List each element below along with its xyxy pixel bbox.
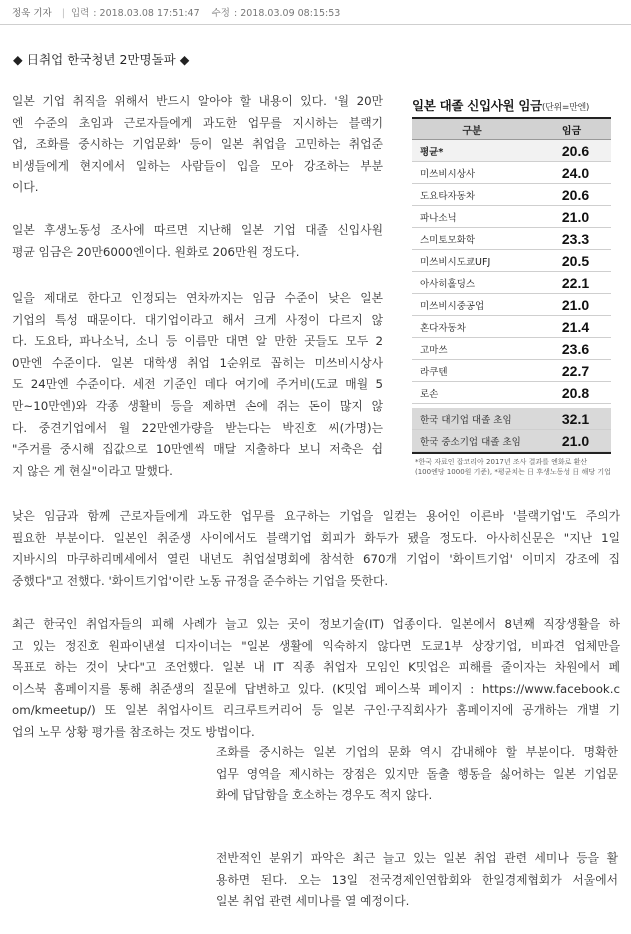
row-label: 한국 중소기업 대졸 초임 — [420, 436, 521, 448]
header-category: 구분 — [462, 125, 482, 137]
text-line: 이다. — [12, 180, 39, 195]
row-value: 32.1 — [561, 410, 590, 427]
text-line: 낮은 임금과 함께 근로자들에게 과도한 업무를 요구하는 기업을 일컫는 용어인 이른바 '블랙기업'도 주의가 — [12, 509, 620, 523]
paragraph-2 — [12, 220, 383, 263]
text-line: 업의 노무 상황 평가를 참조하는 것도 방법이다. — [12, 724, 255, 739]
table-title — [412, 96, 611, 114]
row-value: 22.7 — [561, 362, 590, 379]
table-row — [412, 360, 611, 382]
text-line: 목표로 하는 것이 낫다"고 조언했다. 일본 내 IT 직종 취업자 모임인 K밋업은 피해를 줄이자는 차원에서 페 — [12, 660, 620, 675]
paragraph-7 — [216, 848, 618, 913]
row-value: 22.1 — [561, 274, 590, 291]
text-line: 업무 영역을 제시하는 장점은 있지만 돌출 행동을 싫어하는 일본 기업문 — [216, 766, 618, 781]
paragraph-3 — [12, 288, 383, 482]
table-row — [412, 408, 611, 430]
salary-table — [412, 96, 611, 477]
row-label: 미쓰비시중공업 — [420, 300, 485, 312]
table-title-text: 일본 대졸 신입사원 임금 — [412, 98, 542, 113]
modified-label: 수정 — [211, 8, 230, 19]
korea-rows — [412, 408, 611, 454]
text-line: 기업의 특성 때문이다. 대기업이라고 해서 크게 사정이 다르지 않 — [12, 312, 383, 327]
row-label: 파나소닉 — [420, 212, 457, 224]
text-line: 전반적인 분위기 파악은 최근 늘고 있는 일본 취업 관련 세미나 등을 활 — [216, 851, 618, 865]
text-line: 업, 조화를 중시하는 기업문화' 등이 일본 취업을 고민하는 취업준 — [12, 137, 383, 152]
text-line: 일본 후생노동성 조사에 따르면 지난해 일본 기업 대졸 신입사원 — [12, 223, 383, 237]
text-line: 고 있는 정진호 원파이낸셜 디자이너는 "일본 생활에 익숙하지 않다면 도쿄1부 상장기업, 비파견 업체만을 — [12, 638, 620, 653]
text-line: 이스북 홈페이지를 통해 취준생의 질문에 답변하고 있다. (K밋업 페이스북 페이지 : https://www.facebook.c — [12, 681, 620, 696]
text-line: 평균 임금은 20만6000엔이다. 원화로 206만원 정도다. — [12, 244, 300, 259]
text-line: om/kmeetup/) 또 일본 취업사이트 리크루트커리어 등 일본 구인·구직회사가 홈페이지에 공개하는 개별 기 — [12, 703, 620, 718]
row-label: 미쓰비시도쿄UFJ — [420, 256, 491, 268]
modified-time: 2018.03.09 08:15:53 — [240, 8, 341, 19]
text-line: 중했다"고 전했다. '화이트기업'이란 노동 규정을 준수하는 기업을 뜻한다. — [12, 573, 389, 588]
input-time: 2018.03.08 17:51:47 — [99, 8, 200, 19]
table-grid — [412, 117, 611, 454]
paragraph-5 — [12, 614, 620, 744]
row-label: 라쿠텐 — [420, 366, 448, 378]
text-line: 지바시의 마쿠하리메세에서 열린 내년도 취업설명회에 참석한 670개 기업이 '화이트기업' 이미지 강조에 집 — [12, 552, 620, 567]
text-line: 만~10만엔)와 각종 생활비 등을 제하면 손에 쥐는 돈이 많지 않 — [12, 398, 383, 413]
text-line: 다. 도요타, 파나소닉, 소니 등 이름만 대면 알 만한 곳들도 모두 2 — [12, 334, 383, 349]
row-label: 스미토모화학 — [420, 234, 476, 246]
row-label: 혼다자동차 — [420, 322, 466, 334]
row-label: 아사히홀딩스 — [420, 278, 476, 290]
paragraph-6 — [216, 742, 618, 807]
row-value: 20.6 — [561, 186, 590, 203]
note-line: *한국 자료인 잡코리아 2017년 조사 결과를 엔화로 환산 — [415, 458, 588, 466]
text-line: 일본 기업 취직을 위해서 반드시 알아야 할 내용이 있다. '월 20만 — [12, 94, 383, 108]
row-value: 23.6 — [561, 340, 590, 357]
header-wage: 임금 — [561, 125, 582, 137]
text-line: 엔 수준의 초임과 근로자들에게 과도한 업무를 지시하는 블랙기 — [12, 115, 383, 130]
table-row — [412, 184, 611, 206]
reporter-name: 정욱 기자 — [12, 8, 52, 19]
section-heading: ◆ 日취업 한국청년 2만명돌파 ◆ — [13, 52, 190, 67]
table-row — [412, 206, 611, 228]
text-line: 0만엔 수준이다. 일본 대학생 취업 1순위로 꼽히는 미쓰비시상사 — [12, 355, 383, 370]
row-value: 21.4 — [561, 318, 590, 335]
row-label: 평균* — [420, 146, 444, 158]
input-label: 입력 — [70, 8, 90, 19]
text-line: 최근 한국인 취업자들의 피해 사례가 늘고 있는 곳이 정보기술(IT) 업종이다. 일본에서 8년째 직장생활을 하 — [12, 617, 620, 631]
row-value: 24.0 — [561, 164, 590, 181]
row-value: 21.0 — [561, 296, 590, 313]
table-row — [412, 140, 611, 162]
text-line: 비생들에게 현지에서 일하는 사람들이 입을 모아 강조하는 부분 — [12, 158, 383, 173]
article-meta: 정욱 기자 | 입력 : 2018.03.08 17:51:47 수정 : 2018.03.09 08:15:53 — [12, 8, 341, 19]
table-row — [412, 250, 611, 272]
row-label: 고마쓰 — [420, 344, 448, 356]
text-line: 다. 중견기업에서 월 22만엔가량을 받는다는 박진호 씨(가명)는 — [12, 420, 383, 435]
table-row — [412, 382, 611, 404]
text-line: 화에 답답함을 호소하는 경우도 적지 않다. — [216, 788, 433, 803]
row-value: 20.5 — [561, 252, 590, 269]
text-line: 지 않은 게 현실"이라고 말했다. — [12, 463, 173, 478]
table-note — [412, 457, 611, 477]
row-value: 21.0 — [561, 432, 590, 449]
row-value: 23.3 — [561, 230, 590, 247]
text-line: "주거를 중시해 집값으로 10만엔씩 매달 지출하다 보니 저축은 쉽 — [12, 442, 383, 457]
table-row — [412, 228, 611, 250]
text-line: 조화를 중시하는 일본 기업의 문화 역시 감내해야 할 부분이다. 명확한 — [216, 745, 618, 759]
text-line: 일을 제대로 한다고 인정되는 연차까지는 임금 수준이 낮은 일본 — [12, 291, 383, 305]
table-unit: (단위=만엔) — [541, 103, 590, 113]
header-divider — [0, 24, 631, 25]
row-label: 한국 대기업 대졸 초임 — [420, 414, 512, 426]
table-row — [412, 162, 611, 184]
meta-divider: | — [61, 8, 65, 19]
row-label: 도요타자동차 — [420, 190, 476, 202]
row-value: 20.8 — [561, 384, 590, 401]
table-row — [412, 338, 611, 360]
row-value: 21.0 — [561, 208, 590, 225]
note-line: (100엔당 1000원 기준), *평균치는 日 후생노동성 日 해당 기업 — [415, 468, 611, 476]
table-row — [412, 294, 611, 316]
table-row — [412, 316, 611, 338]
row-label: 로손 — [420, 388, 439, 400]
text-line: 필요한 부분이다. 일본인 취준생 사이에서도 블랙기업 회피가 화두가 됐을 정도다. 아사히신문은 "지난 1일 — [12, 530, 620, 545]
table-header-row — [412, 119, 611, 140]
company-rows — [412, 140, 611, 404]
row-label: 미쓰비시상사 — [420, 168, 476, 180]
paragraph-4 — [12, 506, 620, 592]
text-line: 도 24만엔 수준이다. 세전 기준인 데다 여기에 주거비(도쿄 매월 5 — [12, 377, 383, 392]
paragraph-1 — [12, 91, 383, 199]
table-row — [412, 272, 611, 294]
table-row — [412, 430, 611, 452]
text-line: 용하면 된다. 오는 13일 전국경제인연합회와 한일경제협회가 서울에서 — [216, 872, 618, 887]
row-value: 20.6 — [561, 142, 590, 159]
text-line: 일본 취업 관련 세미나를 열 예정이다. — [216, 894, 410, 909]
